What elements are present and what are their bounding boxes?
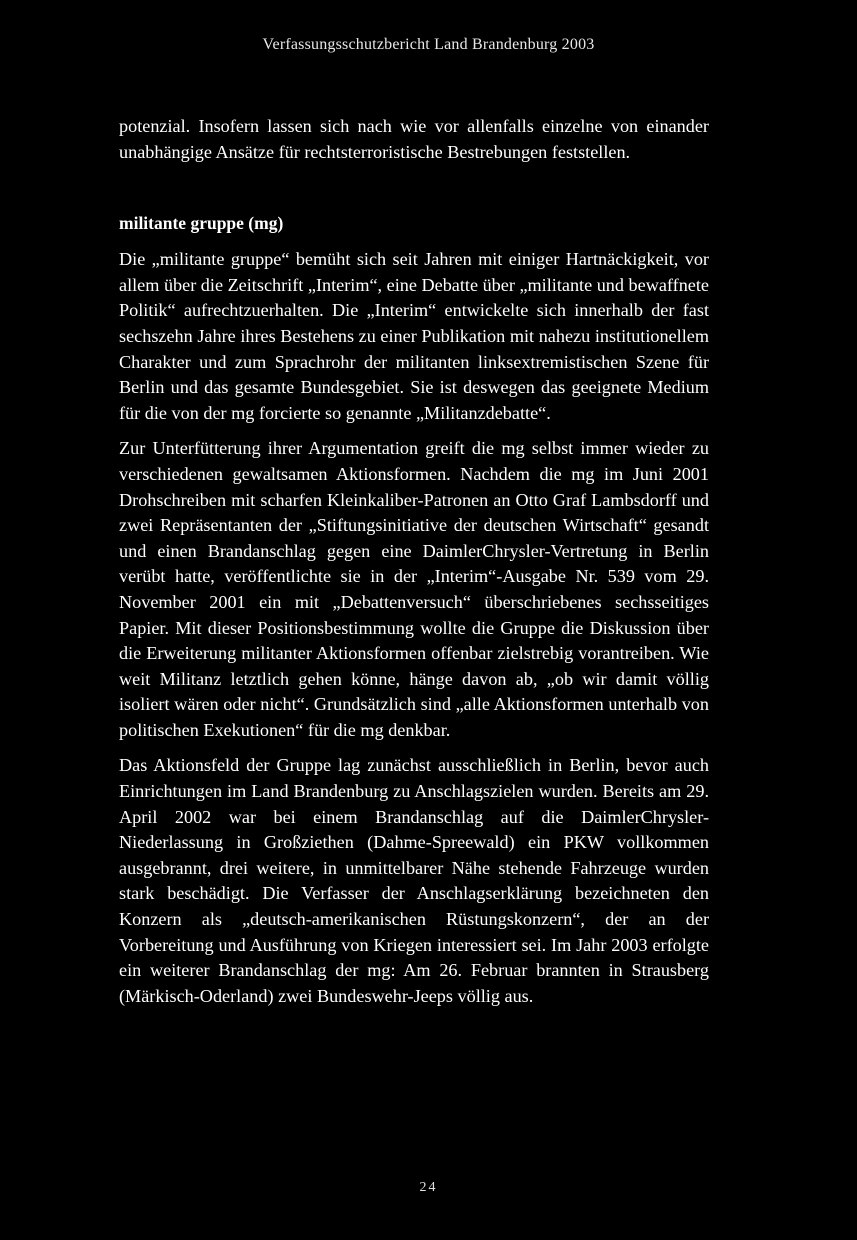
section-heading: militante gruppe (mg) [119,213,284,234]
intro-paragraph: potenzial. Insofern lassen sich nach wie vor allenfalls einzelne von einander unabhängige Ansätze für rechtsterroristische Bestrebungen feststellen. [119,116,709,162]
body-paragraph-3: Das Aktionsfeld der Gruppe lag zunächst ausschließlich in Berlin, bevor auch Einrichtungen im Land Brandenburg zu Anschlagszielen wurden. Bereits am 29. April 2002 war bei einem Brandanschlag auf die DaimlerChrysler-Niederlassung in Großziethen (Dahme-Spreewald) ein PKW vollkommen ausgebrannt, drei weitere, in unmittelbarer Nähe stehende Fahrzeuge wurden stark beschädigt. Die Verfasser der Anschlagserklärung bezeichneten den Konzern als „deutsch-amerikanischen Rüstungskonzern“, der an der Vorbereitung und Ausführung von Kriegen interessiert sei. Im Jahr 2003 erfolgte ein weiterer Brandanschlag der mg: Am 26. Februar brannten in Strausberg (Märkisch-Oderland) zwei Bundeswehr-Jeeps völlig aus. [119,755,709,1006]
body-paragraph-2: Zur Unterfütterung ihrer Argumentation greift die mg selbst immer wieder zu verschiedenen gewaltsamen Aktionsformen. Nachdem die mg im Juni 2001 Drohschreiben mit scharfen Kleinkaliber-Patronen an Otto Graf Lambsdorff und zwei Repräsentanten der „Stiftungsinitiative der deutschen Wirtschaft“ gesandt und einen Brandanschlag gegen eine DaimlerChrysler-Vertretung in Berlin verübt hatte, veröffentlichte sie in der „Interim“-Ausgabe Nr. 539 vom 29. November 2001 ein mit „Debattenversuch“ überschriebenes sechsseitiges Papier. Mit dieser Positionsbestimmung wollte die Gruppe die Diskussion über die Erweiterung militanter Aktionsformen offenbar zielstrebig vorantreiben. Wie weit Militanz letztlich gehen könne, hänge davon ab, „ob wir damit völlig isoliert wären oder nicht“. Grundsätzlich sind „alle Aktionsformen unterhalb von politischen Exekutionen“ für die mg denkbar. [119,438,709,740]
running-header: Verfassungsschutzbericht Land Brandenburg 2003 [262,36,595,53]
body-paragraph-1: Die „militante gruppe“ bemüht sich seit Jahren mit einiger Hartnäckigkeit, vor allem über die Zeitschrift „Interim“, eine Debatte über „militante und bewaffnete Politik“ aufrechtzuerhalten. Die „Interim“ entwickelte sich innerhalb der fast sechszehn Jahre ihres Bestehens zu einer Publikation mit nahezu institutionellem Charakter und zum Sprachrohr der militanten linksextremistischen Szene für Berlin und das gesamte Bundesgebiet. Sie ist deswegen das geeignete Medium für die von der mg forcierte so genannte „Militanzdebatte“. [119,249,709,423]
page-body [119,114,709,1009]
page-number: 24 [419,1180,438,1195]
